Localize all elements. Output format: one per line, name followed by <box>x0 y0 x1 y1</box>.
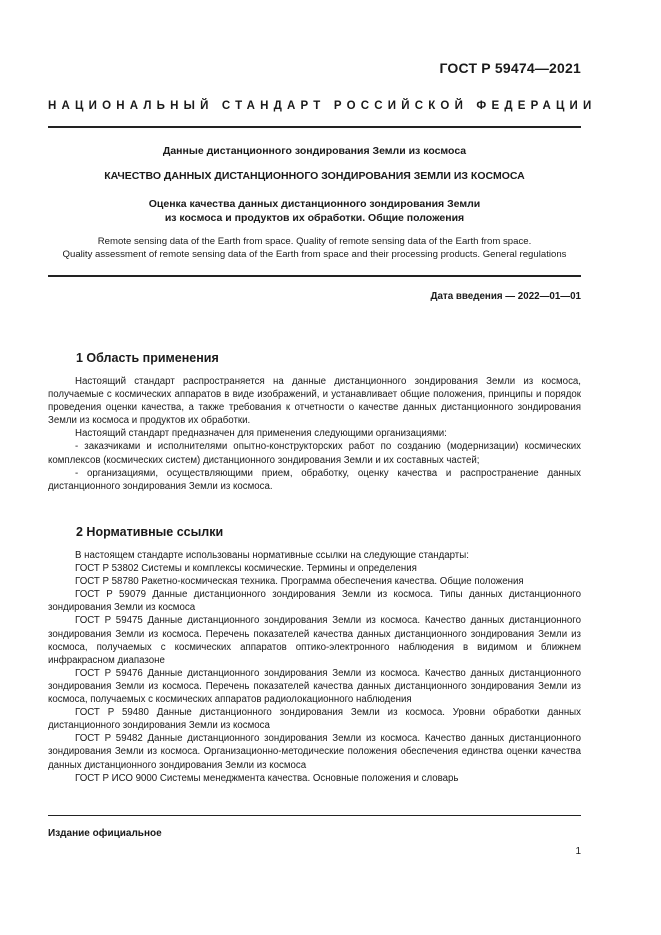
page-number: 1 <box>575 846 581 857</box>
reference-item: ГОСТ Р 59480 Данные дистанционного зондирования Земли из космоса. Уровни обработки данных дистанционного зондирования Земли из космоса <box>48 707 581 732</box>
reference-item: ГОСТ Р 59476 Данные дистанционного зондирования Земли из космоса. Качество данных дистанционного зондирования Земли из космоса. Перечень показателей качества данных дистанционного зондирования Земли из космоса, получаемых с космических аппаратов радиолокационного наблюдения <box>48 667 581 706</box>
section-2-heading: 2 Нормативные ссылки <box>76 525 224 539</box>
reference-item: ГОСТ Р 58780 Ракетно-космическая техника. Программа обеспечения качества. Общие положения <box>75 576 524 588</box>
title-rule <box>48 275 581 277</box>
reference-item: ГОСТ Р 59482 Данные дистанционного зондирования Земли из космоса. Качество данных дистанционного зондирования Земли из космоса. Организационно-методические положения обеспечения единства оценки качества данных дистанционного зондирования Земли из космоса <box>48 733 581 771</box>
paragraph: - организациями, осуществляющими прием, обработку, оценку качества и распространение данных дистанционного зондирования Земли из космоса. <box>48 467 581 492</box>
paragraph: Настоящий стандарт распространяется на данные дистанционного зондирования Земли из космоса, получаемые с космических аппаратов в виде изображений, и устанавливает общие положения, принципы и порядок проведения оценки качества, а также требования к отчетности о качестве данных дистанционного зондирования Земли из космоса и продуктов их обработки. <box>48 376 581 427</box>
english-title-line-2: Quality assessment of remote sensing data of the Earth from space and their processing products. General regulations <box>62 249 567 260</box>
document-number: ГОСТ Р 59474—2021 <box>439 60 581 76</box>
reference-item: ГОСТ Р 59079 Данные дистанционного зондирования Земли из космоса. Типы данных дистанционного зондирования Земли из космоса <box>48 589 581 614</box>
reference-item: ГОСТ Р ИСО 9000 Системы менеджмента качества. Основные положения и словарь <box>75 772 459 784</box>
national-standard-header: НАЦИОНАЛЬНЫЙ СТАНДАРТ РОССИЙСКОЙ ФЕДЕРАЦИИ <box>48 100 597 112</box>
document-title: КАЧЕСТВО ДАННЫХ ДИСТАНЦИОННОГО ЗОНДИРОВАНИЯ ЗЕМЛИ ИЗ КОСМОСА <box>104 170 525 182</box>
reference-item: ГОСТ Р 59475 Данные дистанционного зондирования Земли из космоса. Качество данных дистанционного зондирования Земли из космоса. Перечень показателей качества данных дистанционного зондирования Земли из космоса, получаемых с космических аппаратов оптико-электронного наблюдения в видимом и ближнем инфракрасном диапазоне <box>48 615 581 666</box>
paragraph: - заказчиками и исполнителями опытно-конструкторских работ по созданию (модернизации) космических комплексов (космических систем) дистанционного зондирования Земли и их составных частей; <box>48 441 581 466</box>
english-title-line-1: Remote sensing data of the Earth from space. Quality of remote sensing data of the Earth from space. <box>97 236 532 247</box>
header-rule <box>48 126 581 128</box>
document-part-title <box>48 197 581 225</box>
section-2-body <box>48 549 581 785</box>
part-title-line-1: Оценка качества данных дистанционного зондирования Земли <box>148 198 481 210</box>
paragraph: В настоящем стандарте использованы нормативные ссылки на следующие стандарты: <box>75 550 469 561</box>
part-title-line-2: из космоса и продуктов их обработки. Общие положения <box>164 212 465 224</box>
paragraph: Настоящий стандарт предназначен для применения следующими организациями: <box>75 428 447 440</box>
english-title <box>48 235 581 261</box>
reference-item: ГОСТ Р 53802 Системы и комплексы космические. Термины и определения <box>75 563 417 575</box>
document-subtitle: Данные дистанционного зондирования Земли из космоса <box>162 145 467 157</box>
official-edition-label: Издание официальное <box>48 828 162 839</box>
introduction-date: Дата введения — 2022—01—01 <box>430 291 581 302</box>
section-1-heading: 1 Область применения <box>76 351 219 365</box>
footer-rule <box>48 815 581 816</box>
section-1-body <box>48 375 581 493</box>
